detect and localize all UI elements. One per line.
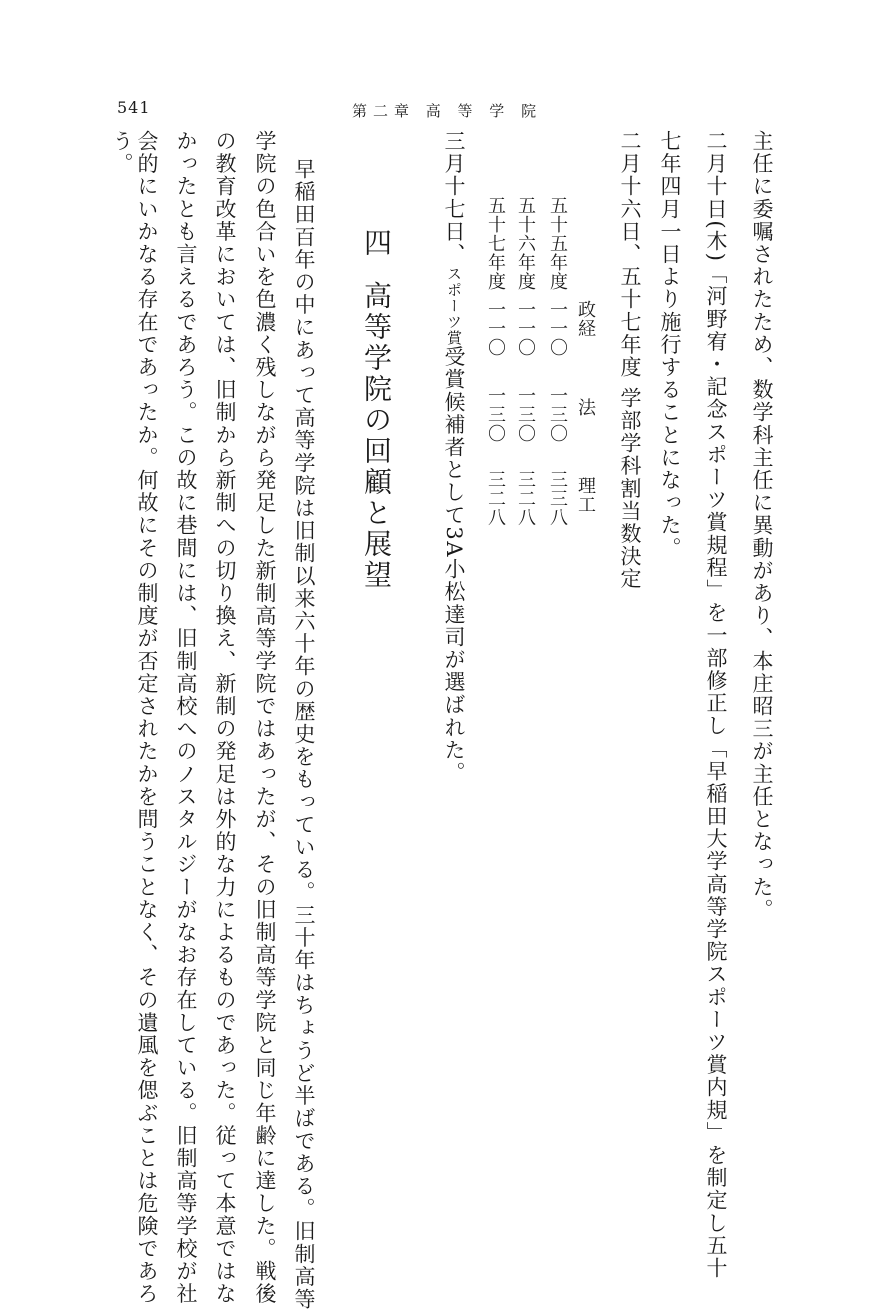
table-header: 法 — [575, 398, 596, 417]
body-line: 学院の色合いを色濃く残しながら発足した新制高等学院ではあったが、その旧制高等学院と同じ年齢に達した。戦後 — [253, 130, 277, 1306]
chapter-header: 第二章 高 等 学 院 — [352, 102, 543, 120]
section-heading — [356, 228, 393, 591]
table-cell: 一三〇 — [485, 386, 506, 443]
table-cell-year: 五十六年度 — [515, 196, 536, 291]
body-line: 早稲田百年の中にあって高等学院は旧制以来六十年の歴史をもっている。三十年はちょうど半ばである。旧制高等 — [292, 158, 316, 1311]
body-line: う。 — [110, 130, 134, 176]
table-cell: 一一〇 — [515, 300, 536, 357]
section-number: 四 — [360, 228, 393, 259]
body-line: 会的にいかなる存在であったか。何故にその制度が否定されたかを問うことなく、その遺風を偲ぶことは危険であろ — [135, 130, 159, 1306]
award-small-text: スポーツ賞 — [445, 265, 463, 346]
award-line — [440, 130, 464, 784]
text-line: 主任に委嘱されたため、数学科主任に異動があり、本庄昭三が主任となった。 — [750, 130, 774, 921]
text-line: 二月十日(木)「河野宥・記念スポーツ賞規程」を一部修正し「早稲田大学高等学院スポーツ賞内規」を制定し五十 — [704, 130, 728, 1280]
table-cell: 一三〇 — [547, 386, 568, 443]
table-cell: 一一〇 — [547, 300, 568, 357]
table-cell: 一三〇 — [515, 386, 536, 443]
table-cell: 三二八 — [515, 470, 536, 527]
award-rest: 受賞候補者として3A小松達司が選ばれた。 — [442, 345, 466, 785]
body-line: の教育改革においては、旧制から新制への切り換え、新制の発足は外的な力によるものであった。従って本意ではな — [213, 130, 237, 1306]
table-cell: 三三八 — [547, 470, 568, 527]
table-cell-year: 五十七年度 — [485, 196, 506, 291]
body-line: かったとも言えるであろう。この故に巷間には、旧制高校へのノスタルジーがなお存在している。旧制高等学校が社 — [174, 130, 198, 1306]
text-line: 七年四月一日より施行することになった。 — [658, 130, 682, 560]
section-title: 高等学院の回顧と展望 — [360, 281, 393, 591]
text-line: 二月十六日、五十七年度 学部学科割当数決定 — [618, 130, 642, 591]
page-number: 541 — [117, 98, 151, 117]
table-cell: 三二八 — [485, 470, 506, 527]
table-cell: 一一〇 — [485, 300, 506, 357]
award-date: 三月十七日、 — [442, 130, 466, 266]
table-header: 理工 — [575, 476, 596, 514]
table-header: 政経 — [575, 300, 596, 338]
table-cell-year: 五十五年度 — [547, 196, 568, 291]
